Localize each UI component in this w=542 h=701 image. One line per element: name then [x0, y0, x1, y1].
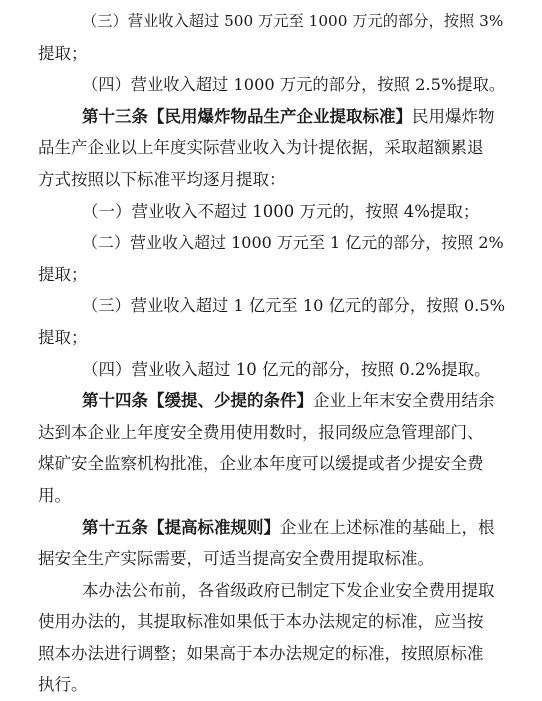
line-text: 企业在上述标准的基础上，根: [280, 517, 495, 537]
line-text: 品生产企业以上年度实际营业收入为计提依据，采取超额累退: [38, 138, 484, 158]
line-text: 执行。: [38, 675, 88, 695]
line-text: 提取；: [38, 264, 88, 284]
paragraph-line: [82, 69, 504, 101]
line-text: 本办法公布前，各省级政府已制定下发企业安全费用提取: [82, 580, 495, 600]
paragraph-line: [38, 606, 504, 638]
line-text: 据安全生产实际需要，可适当提高安全费用提取标准。: [38, 549, 434, 569]
line-text: （三）营业收入超过 1 亿元至 10 亿元的部分，按照 0.5%: [82, 296, 506, 316]
article-13-heading: 第十三条【民用爆炸物品生产企业提取标准】: [82, 106, 412, 126]
article-13-heading-line: [82, 101, 504, 133]
paragraph-line: [82, 6, 504, 38]
paragraph-line: [38, 669, 504, 701]
line-text: 民用爆炸物: [412, 106, 495, 126]
paragraph-line: [82, 354, 504, 386]
paragraph-line: [38, 417, 504, 449]
article-15-heading: 第十五条【提高标准规则】: [82, 517, 280, 537]
paragraph-line: [82, 575, 504, 607]
line-text: （二）营业收入超过 1000 万元至 1 亿元的部分，按照 2%: [82, 233, 504, 253]
paragraph-line: [82, 196, 504, 228]
article-14-heading-line: [82, 385, 504, 417]
paragraph-line: [38, 38, 504, 70]
paragraph-line: [38, 259, 504, 291]
line-text: 提取；: [38, 327, 88, 347]
paragraph-line: [38, 448, 504, 480]
line-text: 方式按照以下标准平均逐月提取：: [38, 169, 286, 189]
line-text: 照本办法进行调整；如果高于本办法规定的标准，按照原标准: [38, 643, 484, 663]
paragraph-line: [38, 322, 504, 354]
line-text: 用。: [38, 485, 71, 505]
article-14-heading: 第十四条【缓提、少提的条件】: [82, 391, 313, 411]
line-text: （三）营业收入超过 500 万元至 1000 万元的部分，按照 3%: [82, 12, 504, 30]
line-text: 达到本企业上年度安全费用使用数时，报同级应急管理部门、: [38, 422, 484, 442]
paragraph-line: [38, 164, 504, 196]
line-text: 使用办法的，其提取标准如果低于本办法规定的标准，应当按: [38, 612, 484, 632]
paragraph-line: [82, 227, 504, 259]
line-text: 煤矿安全监察机构批准，企业本年度可以缓提或者少提安全费: [38, 454, 484, 474]
paragraph-line: [38, 638, 504, 670]
line-text: （四）营业收入超过 1000 万元的部分，按照 2.5%提取。: [82, 75, 506, 95]
line-text: （四）营业收入超过 10 亿元的部分，按照 0.2%提取。: [82, 359, 491, 379]
article-15-heading-line: [82, 512, 504, 544]
paragraph-line: [38, 480, 504, 512]
paragraph-line: [38, 132, 504, 164]
line-text: 提取；: [38, 43, 88, 63]
line-text: （一）营业收入不超过 1000 万元的，按照 4%提取；: [82, 201, 480, 221]
paragraph-line: [38, 543, 504, 575]
line-text: 企业上年末安全费用结余: [313, 391, 495, 411]
paragraph-line: [82, 290, 504, 322]
